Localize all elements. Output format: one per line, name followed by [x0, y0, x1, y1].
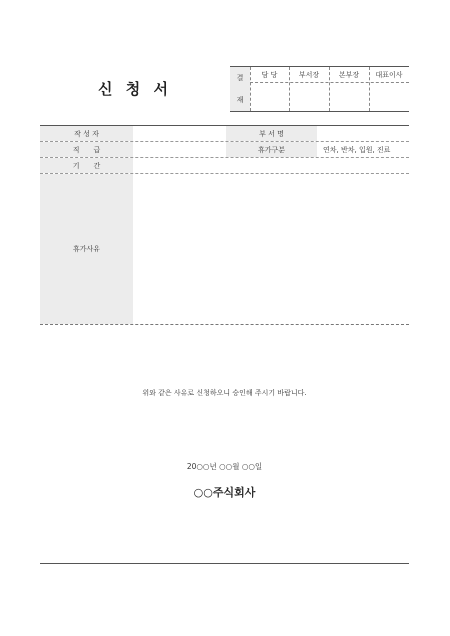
writer-field[interactable] — [136, 126, 226, 141]
approval-sign-ceo[interactable] — [369, 83, 409, 111]
approval-sign-division-head[interactable] — [329, 83, 369, 111]
approval-side-label-bottom: 재 — [236, 96, 244, 104]
footer-divider — [40, 563, 409, 564]
approval-header-dept-head: 부서장 — [298, 70, 320, 79]
approval-header-staff: 담 당 — [261, 70, 278, 79]
leave-type-field[interactable]: 연차, 반차, 입원, 진료 — [323, 145, 391, 154]
company-name: ○○주식회사 — [193, 486, 256, 499]
reason-field[interactable] — [136, 174, 409, 324]
period-label: 기 간 — [40, 158, 133, 173]
request-statement: 위와 같은 사유로 신청하오니 승인해 주시기 바랍니다. — [142, 389, 307, 397]
document-date: 20○○년 ○○월 ○○일 — [186, 462, 263, 471]
dept-label: 부 서 명 — [226, 126, 317, 141]
rank-label: 직 급 — [40, 142, 133, 157]
approval-header-ceo: 대표이사 — [375, 70, 403, 79]
period-field[interactable] — [136, 158, 409, 173]
rank-field[interactable] — [136, 142, 226, 157]
approval-header-division-head: 본부장 — [338, 70, 360, 79]
leave-type-label: 휴가구분 — [226, 142, 317, 157]
approval-sign-staff[interactable] — [250, 83, 289, 111]
approval-sign-dept-head[interactable] — [289, 83, 329, 111]
document-title: 신 청 서 — [98, 79, 172, 98]
approval-side-label-top: 결 — [236, 74, 244, 82]
reason-label: 휴가사유 — [40, 174, 133, 324]
dept-field[interactable] — [321, 126, 409, 141]
approval-table — [230, 66, 409, 112]
application-form — [40, 125, 409, 325]
writer-label: 작 성 자 — [40, 126, 133, 141]
